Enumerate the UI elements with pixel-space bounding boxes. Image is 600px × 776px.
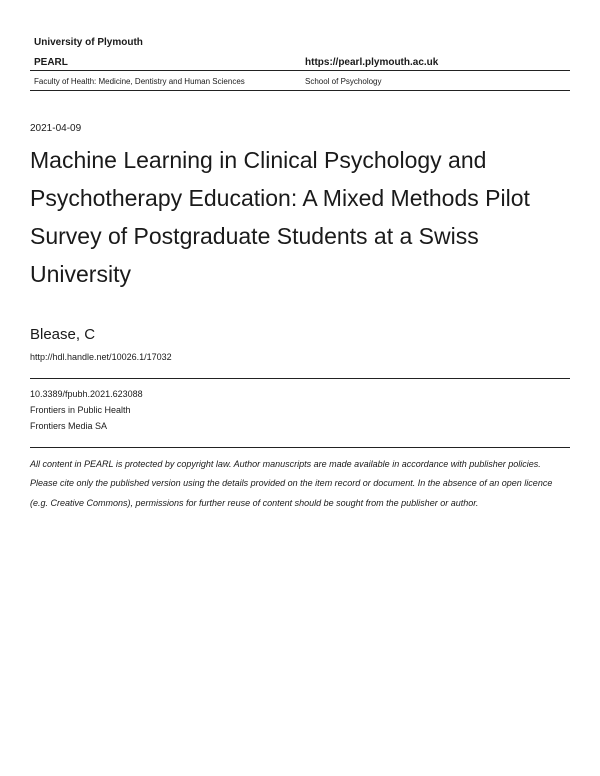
header-divider-top xyxy=(30,70,570,71)
repository-name: PEARL xyxy=(34,57,68,68)
school-name: School of Psychology xyxy=(305,77,382,86)
copyright-notice: All content in PEARL is protected by copyright law. Author manuscripts are made available in accordance with publisher policies. Please cite only the published version using the details provided on the item record or document. In the absence of an open licence (e.g. Creative Commons), permissions for further reuse of content should be sought from the publisher or author. xyxy=(30,459,553,508)
doi-value: 10.3389/fpubh.2021.623088 xyxy=(30,389,143,399)
metadata-divider-bottom xyxy=(30,447,570,448)
paper-title: Machine Learning in Clinical Psychology and Psychotherapy Education: A Mixed Methods Pilot Survey of Postgraduate Students at a Swiss University xyxy=(30,147,530,287)
institution-name: University of Plymouth xyxy=(34,37,143,48)
journal-name: Frontiers in Public Health xyxy=(30,405,131,415)
handle-link[interactable]: http://hdl.handle.net/10026.1/17032 xyxy=(30,352,172,362)
author-name: Blease, C xyxy=(30,326,96,343)
header-divider-bottom xyxy=(30,90,570,91)
publisher-name: Frontiers Media SA xyxy=(30,421,108,431)
repository-url-link[interactable]: https://pearl.plymouth.ac.uk xyxy=(305,57,439,68)
record-date: 2021-04-09 xyxy=(30,123,82,134)
metadata-divider-top xyxy=(30,378,570,379)
faculty-name: Faculty of Health: Medicine, Dentistry and Human Sciences xyxy=(34,77,245,86)
